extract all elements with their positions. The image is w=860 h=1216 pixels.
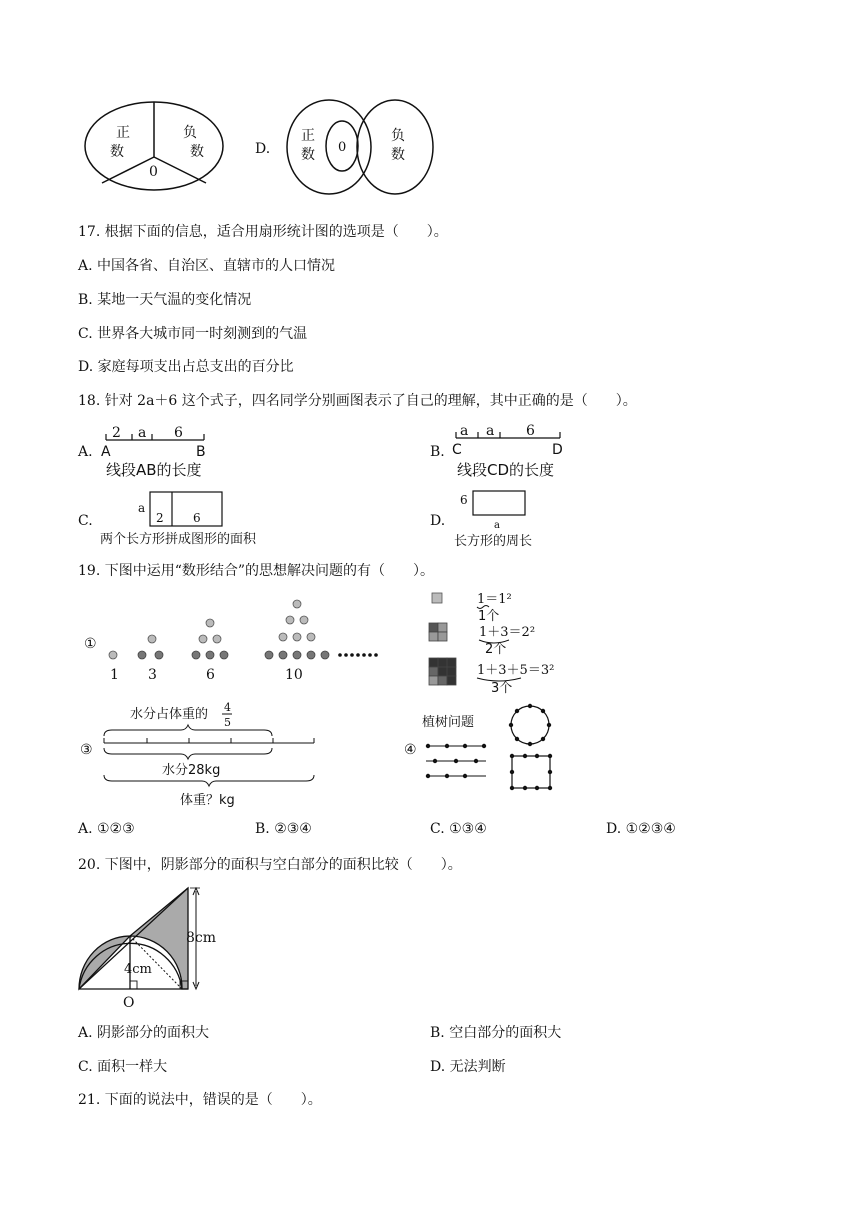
p2-eq3: 1＋3＋5＝3² <box>477 663 555 678</box>
fig-d-neg-label-1: 负 <box>391 128 405 144</box>
fig-c-zero-label: 0 <box>149 164 158 180</box>
q20-center-label: O <box>123 995 135 1010</box>
p2-count1: 1个 <box>478 609 500 624</box>
fig-a-end-a: A <box>101 444 111 460</box>
q21-question: 21. 下面的说法中，错误的是（ ）。 <box>78 1092 322 1108</box>
fig-d-neg-label-2: 数 <box>391 147 405 163</box>
fig-a-seg-3: 6 <box>174 425 183 441</box>
q17-option-c: C. 世界各大城市同一时刻测到的气温 <box>78 326 308 342</box>
q19-question: 19. 下图中运用“数形结合”的思想解决问题的有（ ）。 <box>78 563 435 579</box>
fig-b-seg-2: a <box>486 423 495 439</box>
q19-option-a: A. ①②③ <box>78 821 135 837</box>
q19-panel-2 <box>425 588 575 704</box>
fig-c-w2: 6 <box>193 511 201 525</box>
p1-number-6: 6 <box>206 667 215 683</box>
q20-figure <box>76 885 226 1014</box>
fig-a-seg-1: 2 <box>112 425 121 441</box>
q20-option-a: A. 阴影部分的面积大 <box>78 1025 210 1041</box>
q19-option-c: C. ①③④ <box>430 821 487 837</box>
q16-option-d-label: D. <box>255 141 271 157</box>
fig-b-caption: 线段CD的长度 <box>457 461 555 479</box>
p4-marker: ④ <box>404 742 417 758</box>
p2-count2: 2个 <box>485 642 507 657</box>
q20-radius-label: 4cm <box>124 962 152 977</box>
p2-eq2: 1＋3＝2² <box>479 625 536 640</box>
fig-d-side: 6 <box>460 493 468 507</box>
q19-option-b: B. ②③④ <box>255 821 312 837</box>
fig-d-zero-label: 0 <box>338 140 347 155</box>
fig-d-pos-label-1: 正 <box>301 128 315 144</box>
q18-option-a-label: A. <box>78 444 93 460</box>
q17-option-d: D. 家庭每项支出占总支出的百分比 <box>78 359 294 375</box>
q20-option-d: D. 无法判断 <box>430 1059 506 1075</box>
q17-option-b: B. 某地一天气温的变化情况 <box>78 292 252 308</box>
q17-option-a: A. 中国各省、自治区、直辖市的人口情况 <box>78 258 336 274</box>
q19-panel-1 <box>84 595 384 694</box>
p3-frac-den: 5 <box>224 716 231 729</box>
p1-number-10: 10 <box>285 667 303 683</box>
q20-height-label: 8cm <box>186 930 217 946</box>
q20-option-c: C. 面积一样大 <box>78 1059 168 1075</box>
p1-marker: ① <box>84 636 97 652</box>
p3-mid: 水分28kg <box>162 763 221 778</box>
fig-d-pos-label-2: 数 <box>301 147 315 163</box>
fig-b-end-c: C <box>452 442 462 458</box>
q18-figure-c <box>100 488 300 552</box>
fig-c-pos-label-2: 数 <box>110 144 124 160</box>
fig-a-end-b: B <box>196 444 206 460</box>
fig-c-caption: 两个长方形拼成图形的面积 <box>100 532 257 547</box>
p1-number-3: 3 <box>148 667 157 683</box>
fig-b-seg-3: 6 <box>526 423 535 439</box>
p3-top-text: 水分占体重的 <box>130 707 209 722</box>
p2-count3: 3个 <box>491 681 513 696</box>
q18-option-c-label: C. <box>78 513 93 529</box>
q18-question: 18. 针对 2a＋6 这个式子，四名同学分别画图表示了自己的理解，其中正确的是（ ）。 <box>78 393 637 409</box>
p2-eq1: 1＝1² <box>477 592 512 607</box>
q16-figure-d <box>282 97 438 201</box>
p3-marker: ③ <box>80 742 93 758</box>
fig-d-bottom: a <box>494 520 500 531</box>
q20-question: 20. 下图中，阴影部分的面积与空白部分的面积比较（ ）。 <box>78 857 462 873</box>
q19-option-d: D. ①②③④ <box>606 821 676 837</box>
p4-title: 植树问题 <box>422 715 475 730</box>
q18-figure-d <box>452 488 572 552</box>
q17-question: 17. 根据下面的信息，适合用扇形统计图的选项是（ ）。 <box>78 224 448 240</box>
q18-option-b-label: B. <box>430 444 445 460</box>
q19-panel-3 <box>80 692 330 814</box>
q16-figure-c <box>80 98 228 198</box>
q18-figure-a <box>100 420 240 486</box>
p3-bottom: 体重？kg <box>180 793 235 808</box>
fig-b-end-d: D <box>552 442 563 458</box>
fig-c-neg-label-1: 负 <box>183 125 197 141</box>
p3-frac-num: 4 <box>224 701 231 714</box>
fig-c-w1: 2 <box>156 511 164 525</box>
fig-a-seg-2: a <box>138 425 147 441</box>
fig-c-neg-label-2: 数 <box>190 144 204 160</box>
fig-c-side: a <box>138 501 146 515</box>
fig-b-seg-1: a <box>460 423 469 439</box>
fig-d-caption: 长方形的周长 <box>454 534 533 548</box>
p1-number-1: 1 <box>110 667 119 683</box>
fig-a-caption: 线段AB的长度 <box>106 461 202 479</box>
q19-panel-4 <box>404 702 564 801</box>
fig-c-pos-label-1: 正 <box>116 125 130 141</box>
q18-figure-b <box>452 420 582 486</box>
q18-option-d-label: D. <box>430 513 446 529</box>
q20-option-b: B. 空白部分的面积大 <box>430 1025 562 1041</box>
